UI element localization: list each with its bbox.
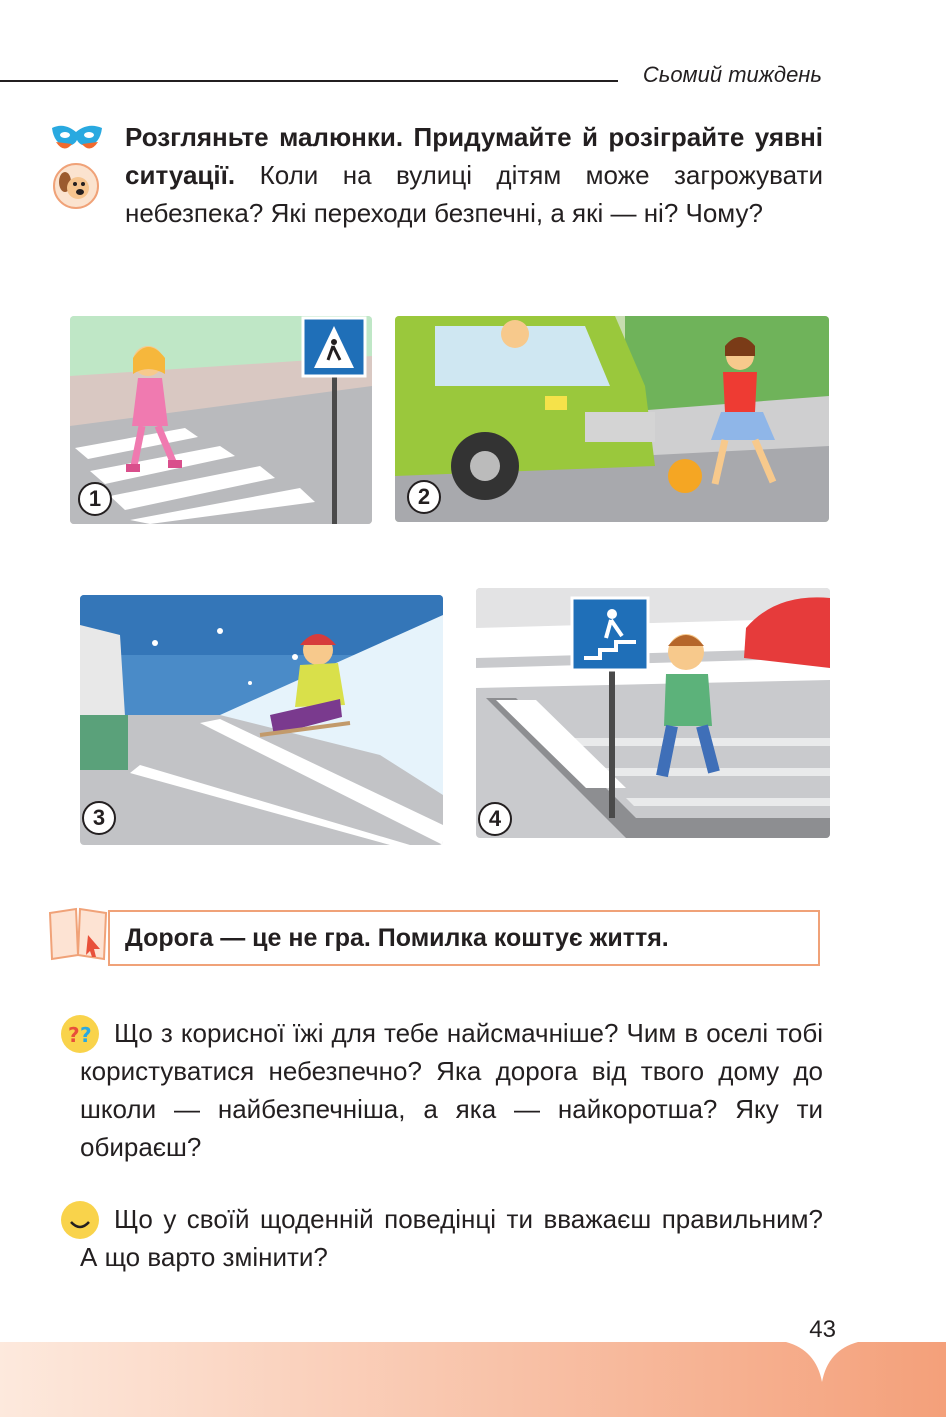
picture-number: 3 (82, 801, 116, 835)
book-icon (46, 905, 110, 963)
mask-icon (50, 122, 104, 154)
task-bold: Розгляньте малюнки. Придумайте й розіграйте уявні ситуації. (125, 122, 823, 190)
svg-text:?: ? (80, 1023, 92, 1047)
question-2 (80, 1200, 823, 1276)
picture-4-illustration (476, 588, 830, 838)
picture-2 (395, 316, 829, 522)
question-2-text: Що у своїй щоденній поведінці ти вважаєш правильним? А що варто змінити? (80, 1204, 823, 1272)
picture-number: 2 (407, 480, 441, 514)
task-instruction (125, 118, 823, 232)
picture-number: 4 (478, 802, 512, 836)
picture-4 (476, 588, 830, 838)
picture-1 (70, 316, 372, 524)
footer-band (0, 1342, 946, 1417)
question-1-text: Що з корисної їжі для тебе найсмачніше? Чим в оселі тобі користуватися небезпечно? Яка дорога від твого дому до школи — найбезпечніша, а яка — найкоротша? Яку ти обираєш? (80, 1018, 823, 1162)
svg-text:?: ? (68, 1023, 80, 1047)
question-1 (80, 1014, 823, 1166)
rule-text: Дорога — це не гра. Помилка коштує життя. (125, 924, 669, 952)
header-rule (0, 80, 618, 82)
picture-1-illustration (70, 316, 372, 524)
task-text: Коли на вулиці дітям може загрожувати небезпека? Які переходи безпечні, а які — ні? Чому? (125, 160, 823, 228)
picture-3 (80, 595, 443, 845)
picture-3-illustration (80, 595, 443, 845)
picture-number: 1 (78, 482, 112, 516)
picture-2-illustration (395, 316, 829, 522)
dog-icon (52, 162, 100, 210)
header-title: Сьомий тиждень (642, 62, 822, 87)
page-number: 43 (809, 1316, 836, 1343)
